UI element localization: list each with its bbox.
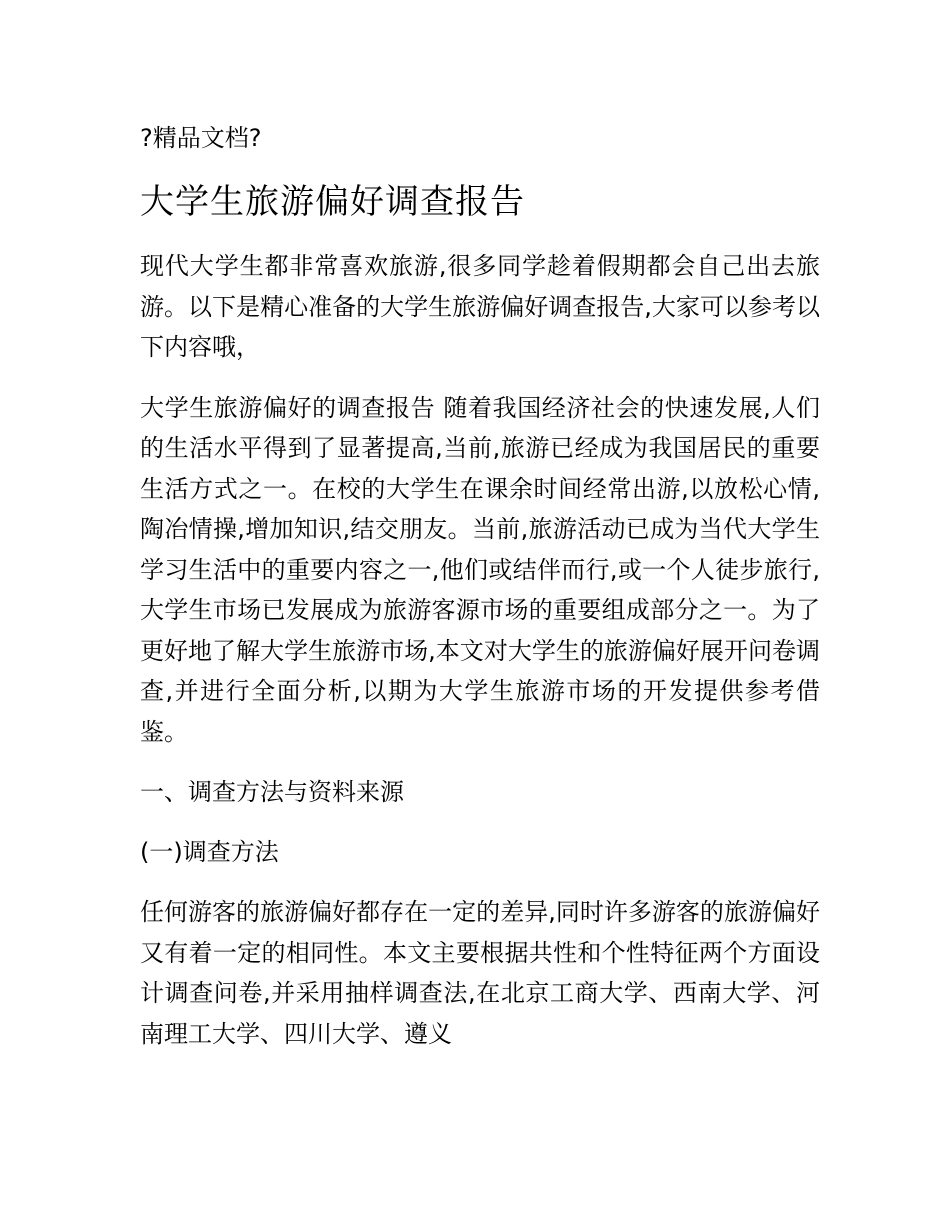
document-title: 大学生旅游偏好调查报告 [140,182,525,222]
method-paragraph: 任何游客的旅游偏好都存在一定的差异,同时许多游客的旅游偏好又有着一定的相同性。本文主要根据共性和个性特征两个方面设计调查问卷,并采用抽样调查法,在北京工商大学、西南大学、河南理工大学、四川大学、遵义 [140,898,820,1048]
document-header-mark: ?精品文档? [140,124,262,152]
intro-paragraph: 现代大学生都非常喜欢旅游,很多同学趁着假期都会自己出去旅游。以下是精心准备的大学生旅游偏好调查报告,大家可以参考以下内容哦， [140,252,820,361]
document-page [140,118,820,1074]
subsection-heading-survey-method: (一)调查方法 [140,838,279,866]
body-paragraph: 大学生旅游偏好的调查报告 随着我国经济社会的快速发展,人们的生活水平得到了显著提高,当前,旅游已经成为我国居民的重要生活方式之一。在校的大学生在课余时间经常出游,以放松心情,陶冶情操,增加知识,结交朋友。当前,旅游活动已成为当代大学生学习生活中的重要内容之一,他们或结伴而行,或一个人徒步旅行,大学生市场已发展成为旅游客源市场的重要组成部分之一。为了更好地了解大学生旅游市场,本文对大学生的旅游偏好展开问卷调查,并进行全面分析,以期为大学生旅游市场的开发提供参考借鉴。 [140,393,820,746]
section-heading-methods-and-sources: 一、调查方法与资料来源 [140,778,404,806]
